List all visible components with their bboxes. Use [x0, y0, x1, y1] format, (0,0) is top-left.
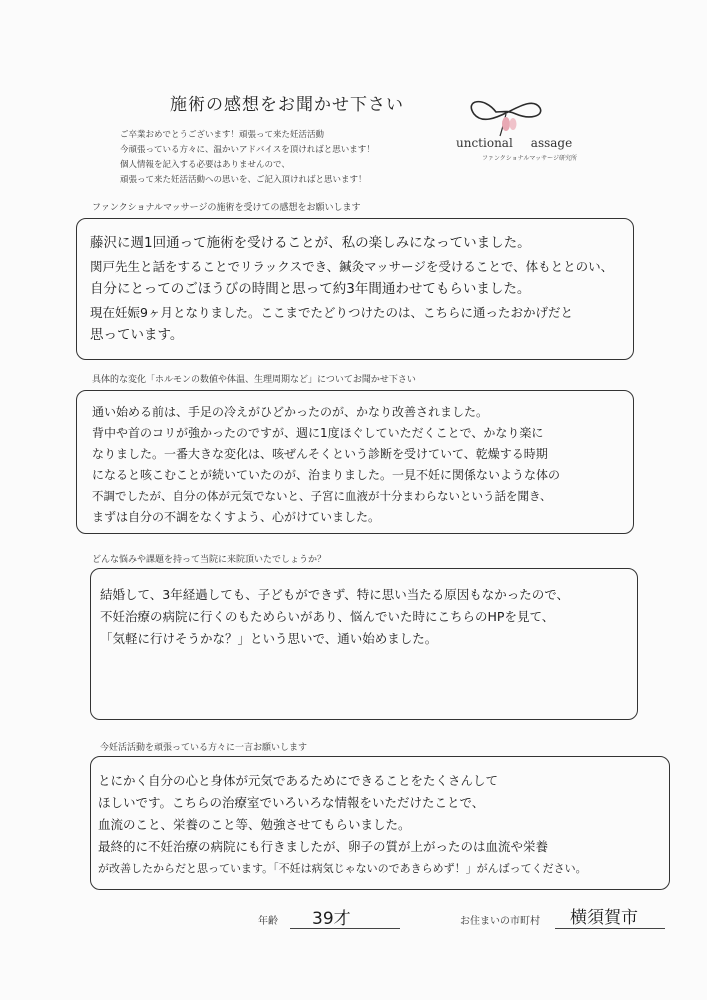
answer-line: 不調でしたが、自分の体が元気でないと、子宮に血液が十分まわらないという話を聞き、	[92, 489, 552, 503]
brand-logo	[456, 90, 606, 160]
answer-text-impressions	[90, 232, 613, 347]
intro-text	[120, 128, 375, 188]
answer-line: 自分にとってのごほうびの時間と思って約3年間通わせてもらいました。	[90, 281, 531, 297]
logo-word-functional: unctional	[456, 136, 513, 150]
section-label-concerns: どんな悩みや課題を持って当院に来院頂いたでしょうか？	[92, 555, 327, 565]
answer-line: 現在妊娠9ヶ月となりました。ここまでたどりつけたのは、こちらに通ったおかげだと	[90, 305, 573, 320]
residence-value: 横須賀市	[570, 908, 638, 928]
intro-line: 頑張って来た妊活活動への思いを、ご記入頂ければと思います！	[120, 175, 367, 185]
answer-text-concerns	[100, 584, 569, 650]
section-label-message: 今妊活活動を頑張っている方々に一言お願いします	[100, 743, 308, 753]
section-label-impressions: ファンクショナルマッサージの施術を受けての感想をお願いします	[92, 203, 361, 213]
answer-line: 思っています。	[90, 327, 184, 343]
intro-line: 今頑張っている方々に、温かいアドバイスを頂ければと思います！	[120, 145, 375, 155]
form-title: 施術の感想をお聞かせ下さい	[170, 95, 404, 115]
answer-line: とにかく自分の心と身体が元気であるためにできることをたくさんして	[98, 773, 499, 788]
answer-line: なりました。一番大きな変化は、咳ぜんそくという診断を受けていて、乾燥する時期	[92, 447, 548, 461]
answer-line: ほしいです。こちらの治療室でいろいろな情報をいただけたことで、	[98, 795, 485, 810]
answer-line: 最終的に不妊治療の病院にも行きましたが、卵子の質が上がったのは血流や栄養	[98, 839, 549, 854]
logo-subtitle: ファンクショナルマッサージ研究所	[482, 155, 577, 162]
age-label: 年齢	[258, 916, 278, 927]
residence-label: お住まいの市町村	[460, 916, 540, 927]
answer-line: 結婚して、3年経過しても、子どもができず、特に思い当たる原因もなかったので、	[100, 587, 569, 602]
answer-line: が改善したからだと思っています。「不妊は病気じゃないのであきらめず！」がんばってください。	[98, 862, 587, 875]
answer-line: 通い始める前は、手足の冷えがひどかったのが、かなり改善されました。	[92, 405, 489, 419]
intro-line: ご卒業おめでとうございます！頑張って来た妊活活動	[120, 130, 325, 140]
answer-line: 血流のこと、栄養のこと等、勉強させてもらいました。	[98, 817, 411, 832]
answer-line: 「気軽に行けそうかな？」という思いで、通い始めました。	[100, 631, 438, 646]
residence-underline	[555, 928, 665, 929]
logo-wordmark	[456, 136, 572, 150]
answer-text-changes	[92, 402, 560, 528]
answer-line: になると咳こむことが続いていたのが、治まりました。一見不妊に関係ないような体の	[92, 468, 561, 482]
age-underline	[290, 928, 400, 929]
answer-line: 藤沢に週1回通って施術を受けることが、私の楽しみになっていました。	[90, 235, 531, 251]
logo-word-massage: assage	[530, 136, 573, 150]
ribbon-logo-icon	[456, 90, 606, 140]
answer-text-message	[98, 770, 587, 880]
answer-line: 不妊治療の病院に行くのもためらいがあり、悩んでいた時にこちらのHPを見て、	[100, 609, 555, 624]
answer-line: まずは自分の不調をなくすよう、心がけていました。	[92, 510, 381, 524]
age-value: 39才	[312, 909, 351, 929]
section-label-changes: 具体的な変化「ホルモンの数値や体温、生理周期など」についてお聞かせ下さい	[92, 375, 416, 385]
intro-line: 個人情報を記入する必要はありませんので、	[120, 160, 290, 170]
answer-line: 背中や首のコリが強かったのですが、週に1度ほぐしていただくことで、かなり楽に	[92, 426, 544, 440]
answer-line: 関戸先生と話をすることでリラックスでき、鍼灸マッサージを受けることで、体もととのい、	[90, 259, 614, 274]
